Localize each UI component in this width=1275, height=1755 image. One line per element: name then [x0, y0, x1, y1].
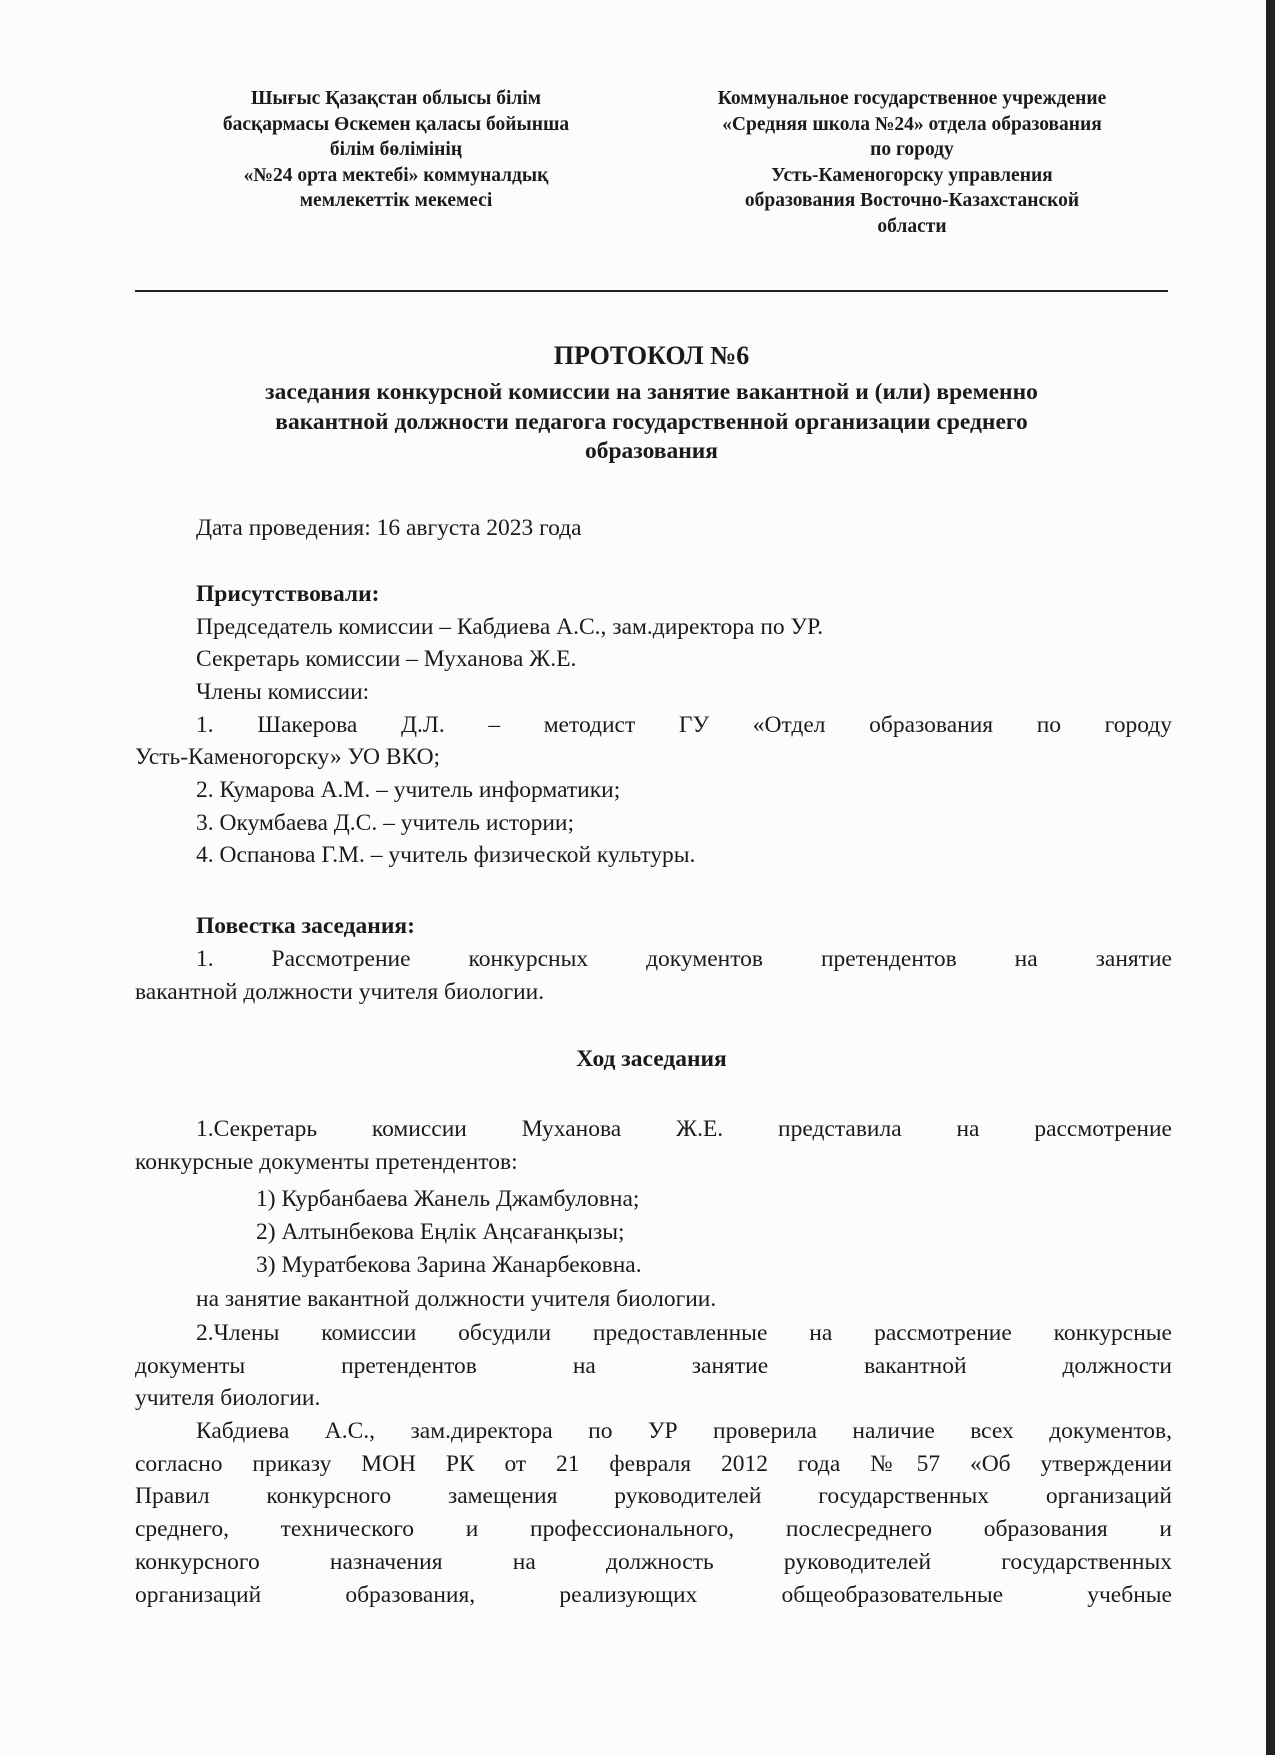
header-russian-line: Коммунальное государственное учреждение [717, 88, 1107, 109]
proceedings-p2: 2.Члены комиссии обсудили предоставленные на рассмотрение конкурсные [196, 1320, 1172, 1346]
agenda-item: 1. Рассмотрение конкурсных документов претендентов на занятие [196, 946, 1172, 972]
subtitle-line: образования [584, 438, 719, 464]
header-kazakh-line: «№24 орта мектебі» коммуналдық [243, 164, 549, 186]
proceedings-heading: Ход заседания [576, 1046, 727, 1072]
protocol-title: ПРОТОКОЛ №6 [553, 341, 750, 370]
proceedings-p3-line: Правил конкурсного замещения руководителей государственных организаций [135, 1483, 1172, 1509]
candidate-item: 3) Муратбекова Зарина Жанарбековна. [256, 1252, 642, 1278]
subtitle-line: вакантной должности педагога государственной организации среднего [275, 408, 1028, 435]
member-4: 4. Оспанова Г.М. – учитель физической культуры. [196, 842, 696, 868]
header-russian-line: области [877, 215, 947, 237]
agenda-heading: Повестка заседания: [196, 913, 415, 939]
header-kazakh-line: Шығыс Қазақстан облысы білім [250, 88, 542, 109]
proceedings-p3-line: организаций образования, реализующих общеобразовательные учебные [135, 1582, 1172, 1608]
proceedings-p3-line: среднего, технического и профессионального, послесреднего образования и [135, 1516, 1172, 1542]
proceedings-p3-line: согласно приказу МОН РК от 21 февраля 2012 года №57 «Об утверждении [135, 1451, 1172, 1477]
candidate-item: 2) Алтынбекова Еңлік Аңсағанқызы; [256, 1219, 625, 1245]
header-divider [135, 290, 1168, 292]
header-russian-line: «Средняя школа №24» отдела образования [722, 113, 1102, 135]
header-kazakh [186, 86, 606, 214]
header-russian-line: по городу [870, 139, 954, 160]
header-russian [648, 86, 1176, 239]
header-kazakh-line: басқармасы Өскемен қаласы бойынша [222, 113, 570, 135]
proceedings-p1-end: на занятие вакантной должности учителя биологии. [196, 1286, 717, 1312]
member-2: 2. Кумарова А.М. – учитель информатики; [196, 777, 621, 803]
meeting-date: Дата проведения: 16 августа 2023 года [196, 515, 582, 541]
subtitle-line: заседания конкурсной комиссии на занятие вакантной и (или) временно [265, 379, 1038, 405]
proceedings-p1: 1.Секретарь комиссии Муханова Ж.Е. представила на рассмотрение [196, 1116, 1172, 1142]
header-kazakh-line: білім бөлімінің [329, 139, 463, 160]
proceedings-p1-cont: конкурсные документы претендентов: [135, 1149, 518, 1175]
header-russian-line: образования Восточно-Казахстанской [744, 190, 1080, 211]
proceedings-p3-line: конкурсного назначения на должность руководителей государственных [135, 1549, 1172, 1575]
member-1: 1. Шакерова Д.Л. – методист ГУ «Отдел образования по городу [196, 712, 1172, 738]
attendance-heading: Присутствовали: [196, 581, 380, 607]
member-3: 3. Окумбаева Д.С. – учитель истории; [196, 810, 575, 836]
scan-edge [1266, 0, 1275, 1755]
secretary-line: Секретарь комиссии – Муханова Ж.Е. [196, 646, 577, 672]
agenda-item-cont: вакантной должности учителя биологии. [135, 979, 545, 1005]
header-kazakh-line: мемлекеттік мекемесі [299, 190, 493, 211]
chair-line: Председатель комиссии – Кабдиева А.С., зам.директора по УР. [196, 614, 824, 640]
proceedings-p2-cont: документы претендентов на занятие вакантной должности [135, 1353, 1172, 1379]
protocol-subtitle [135, 378, 1168, 467]
candidate-item: 1) Курбанбаева Жанель Джамбуловна; [256, 1186, 640, 1212]
members-heading: Члены комиссии: [196, 679, 370, 705]
proceedings-p2-end: учителя биологии. [135, 1385, 321, 1411]
proceedings-p3-line: Кабдиева А.С., зам.директора по УР проверила наличие всех документов, [196, 1418, 1172, 1444]
header-russian-line: Усть-Каменогорску управления [771, 164, 1053, 186]
member-1-cont: Усть-Каменогорску» УО ВКО; [135, 744, 441, 770]
